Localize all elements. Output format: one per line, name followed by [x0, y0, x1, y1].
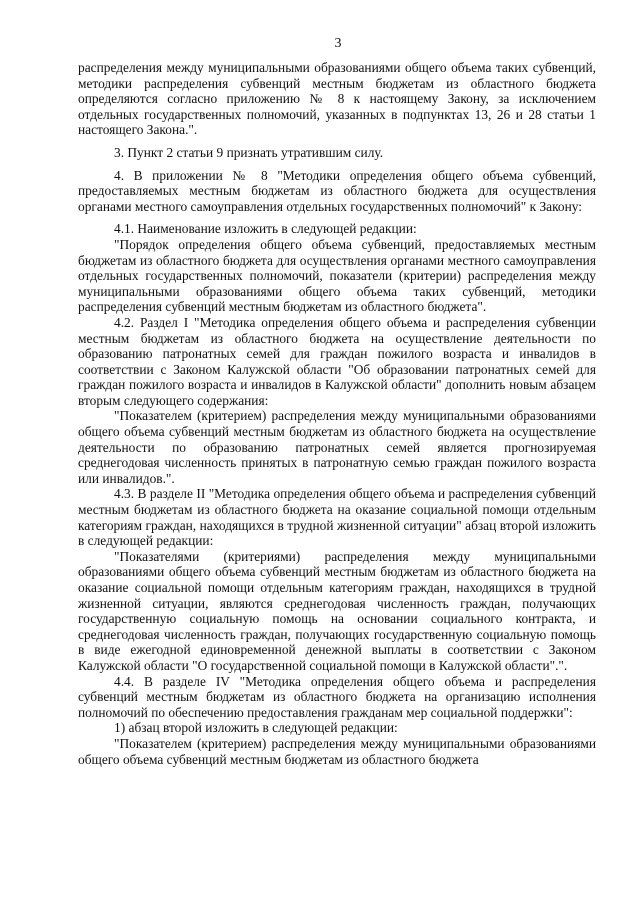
paragraph-item-4-4: 4.4. В разделе IV "Методика определения общего объема и распределения субвенций местным бюджетам из областного бюджета на организацию исполнения полномочий по обеспечению предоставления гражданам мер социальной поддержки": — [78, 673, 596, 720]
paragraph-quote-4-3: "Показателями (критериями) распределения между муниципальными образованиями общего объема субвенций местным бюджетам из областного бюджета на оказание социальной помощи отдельным категориям граждан, находящихся в трудной жизненной ситуации, являются среднегодовая численность граждан, получающих государственную социальную помощь на основании социального контракта, и среднегодовая численность граждан, получающих государственную социальную помощь в виде ежегодной единовременной денежной выплаты в соответствии с Законом Калужской области "О государственной социальной помощи в Калужской области".". — [78, 548, 596, 673]
paragraph-item-4-3: 4.3. В разделе II "Методика определения общего объема и распределения субвенций местным бюджетам из областного бюджета на оказание социальной помощи отдельным категориям граждан, находящихся в трудной жизненной ситуации" абзац второй изложить в следующей редакции: — [78, 486, 596, 549]
paragraph-item-3: 3. Пункт 2 статьи 9 признать утратившим силу. — [114, 144, 384, 160]
paragraph-quote-4-4: "Показателем (критерием) распределения между муниципальными образованиями общего объема субвенций местным бюджетам из областного бюджета — [78, 735, 596, 767]
paragraph-quote-4-2: "Показателем (критерием) распределения между муниципальными образованиями общего объема субвенций местным бюджетам из областного бюджета на осуществление деятельности по образованию патронатных семей является прогнозируемая среднегодовая численность принятых в патронатную семью граждан пожилого возраста или инвалидов.". — [78, 408, 596, 486]
paragraph-item-4-1: 4.1. Наименование изложить в следующей редакции: — [114, 221, 417, 237]
paragraph-subitem-1: 1) абзац второй изложить в следующей редакции: — [114, 720, 398, 736]
page-number: 3 — [334, 36, 342, 51]
paragraph-item-4-2: 4.2. Раздел I "Методика определения общего объема и распределения субвенции местным бюджетам из областного бюджета на осуществление деятельности по образованию патронатных семей для граждан пожилого возраста и инвалидов в соответствии с Законом Калужской области "Об образовании патронатных семей для граждан пожилого возраста и инвалидов в Калужской области" дополнить новым абзацем вторым следующего содержания: — [78, 314, 596, 408]
paragraph-item-4: 4. В приложении № 8 "Методики определения общего объема субвенций, предоставляемых местным бюджетам из областного бюджета для осуществления органами местного самоуправления отдельных государственных полномочий" к Закону: — [78, 167, 596, 214]
paragraph-quote-title: "Порядок определения общего объема субвенций, предоставляемых местным бюджетам из областного бюджета для осуществления органами местного самоуправления отдельных государственных полномочий, показатели (критерии) распределения между муниципальными образованиями общего объема таких субвенций, методики распределения субвенций местным бюджетам из областного бюджета". — [78, 236, 596, 315]
paragraph-continuation: распределения между муниципальными образованиями общего объема таких субвенций, методики распределения субвенций местным бюджетам из областного бюджета определяются согласно приложению № 8 к настоящему Закону, за исключением отдельных государственных полномочий, указанных в подпунктах 13, 26 и 28 статьи 1 настоящего Закона.". — [78, 60, 596, 138]
